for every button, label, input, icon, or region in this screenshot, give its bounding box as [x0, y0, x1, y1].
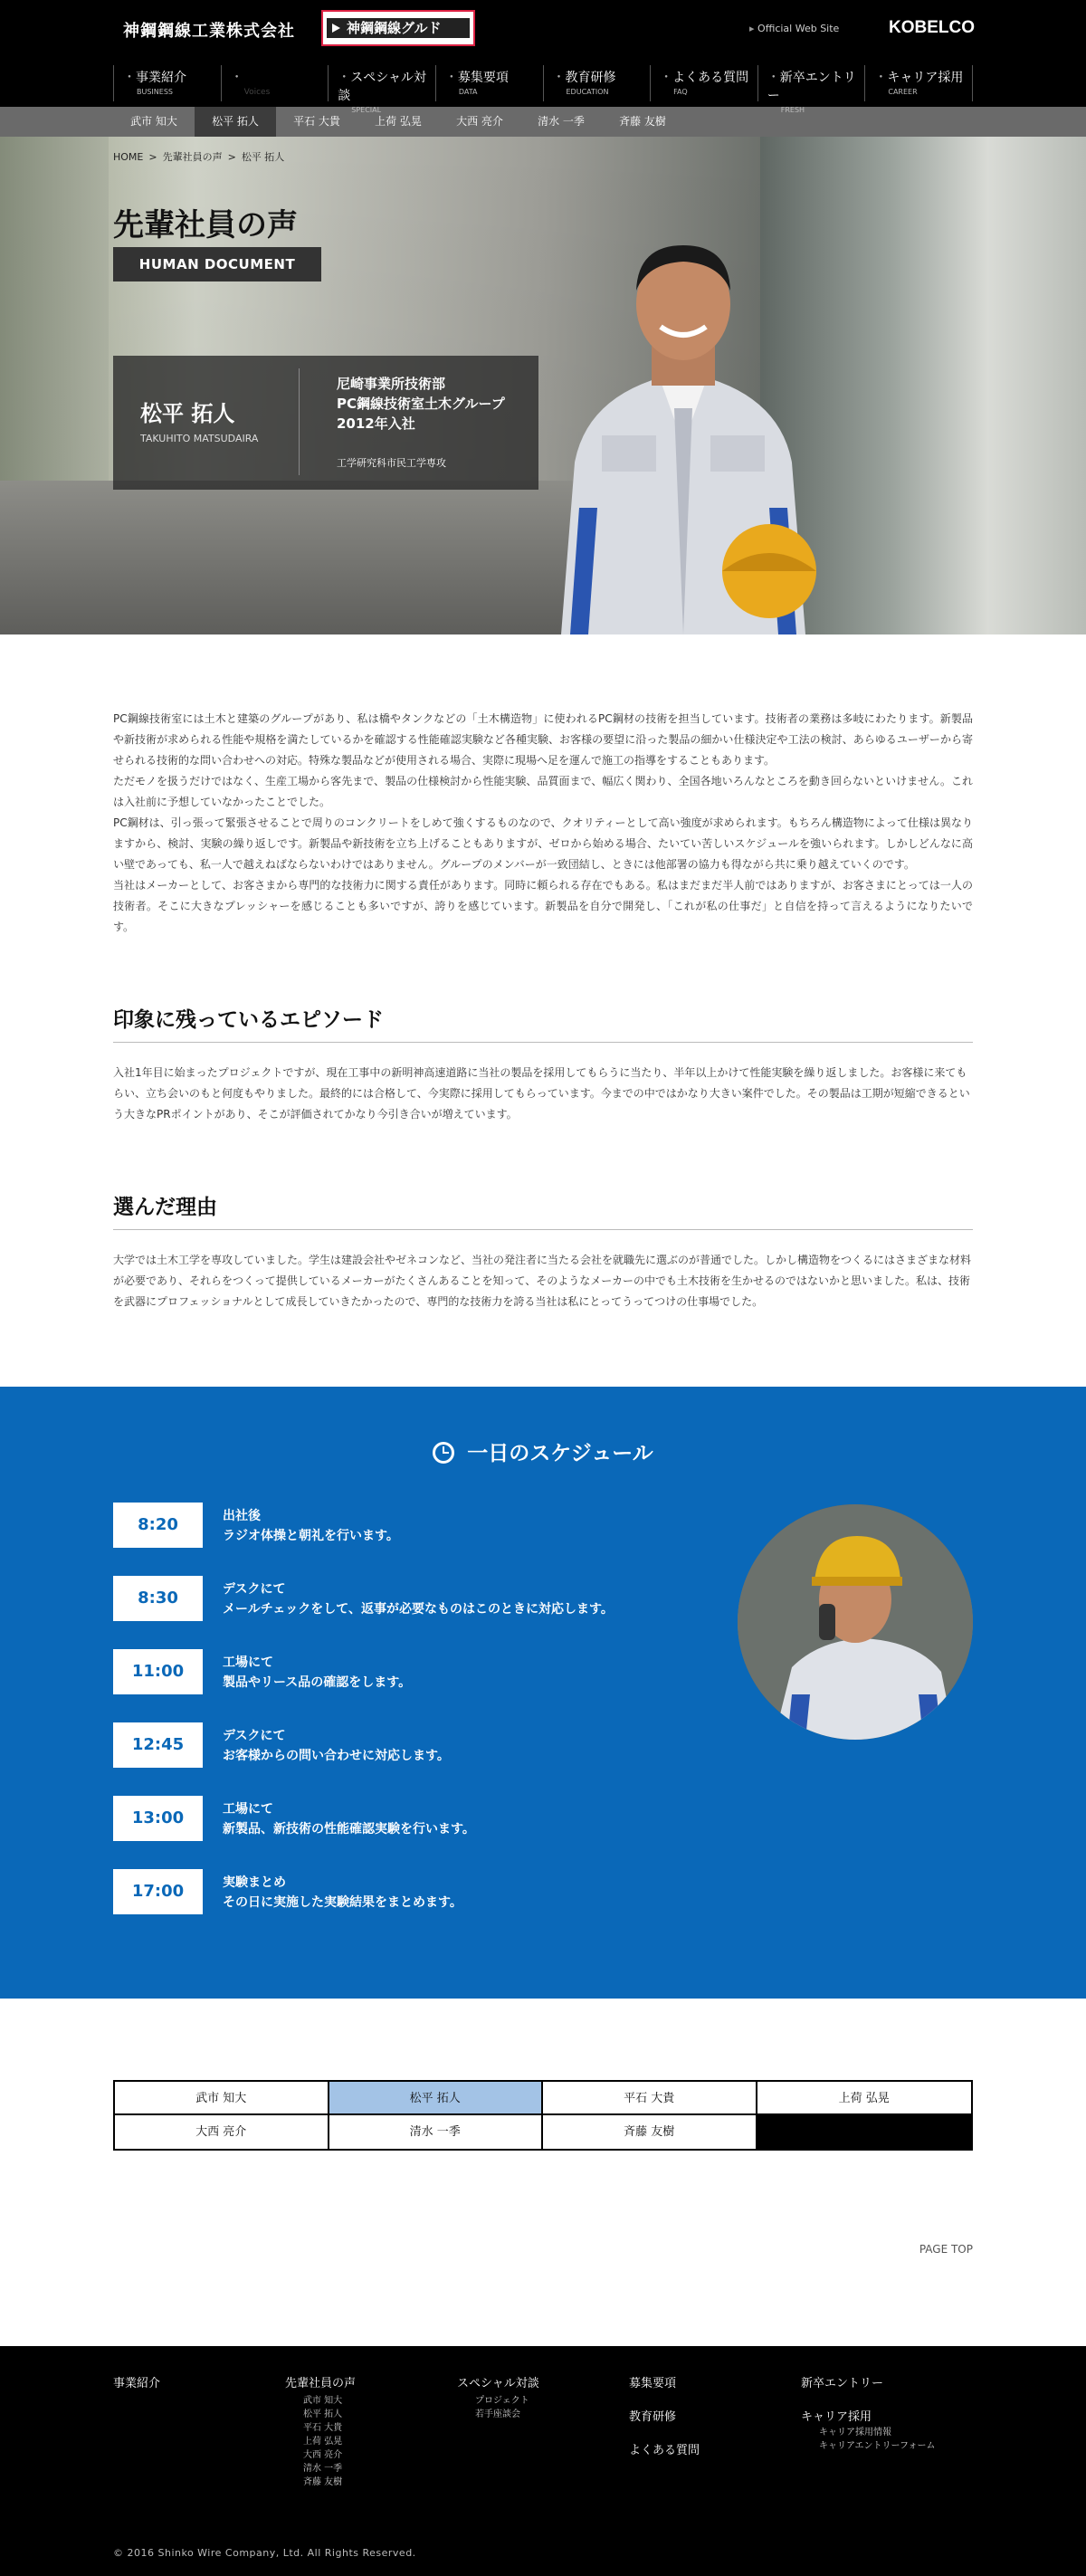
- schedule-desc: 工場にて 新製品、新技術の性能確認実験を行います。: [223, 1802, 475, 1837]
- schedule-item: [113, 1649, 674, 1722]
- kobelco-logo[interactable]: KOBELCO: [889, 18, 975, 37]
- employee-department: [337, 374, 505, 434]
- employee-name: 松平 拓人: [140, 401, 235, 426]
- footer-link-faq[interactable]: よくある質問: [629, 2444, 700, 2457]
- reason-heading: 選んだ理由: [113, 1190, 973, 1230]
- schedule-item: [113, 1503, 674, 1576]
- clock-icon: [433, 1442, 454, 1464]
- footer-sublink[interactable]: 若手座談会: [475, 2409, 520, 2419]
- footer-col-business: [113, 2373, 285, 2489]
- schedule-desc: デスクにて メールチェックをして、返事が必要なものはこのときに対応します。: [223, 1582, 614, 1617]
- gnav-business[interactable]: ・ 事業紹介 BUSINESS: [113, 65, 221, 101]
- schedule-time: 8:20: [113, 1503, 203, 1548]
- employee-name-roman: TAKUHITO MATSUDAIRA: [140, 433, 259, 444]
- subnav-item[interactable]: 平石 大貴: [293, 115, 340, 128]
- staff-grid-empty-cell: [757, 2115, 972, 2149]
- schedule-desc: 工場にて 製品やリース品の確認をします。: [223, 1655, 412, 1690]
- copyright: © 2016 Shinko Wire Company, Ltd. All Rights Reserved.: [113, 2547, 416, 2559]
- intro-paragraph: ただモノを扱うだけではなく、生産工場から客先まで、製品の仕様検討から性能実験、品質面まで、幅広く関わり、全国各地いろんなところを動き回らないといけません。これは入社前に予想していなかったことでした。: [113, 775, 973, 808]
- footer-sublink[interactable]: 武市 知大: [303, 2396, 343, 2406]
- employee-helmet-photo: [738, 1504, 973, 1740]
- footer-link-business[interactable]: 事業紹介: [113, 2377, 161, 2390]
- footer-col-special: [457, 2373, 629, 2489]
- footer-link-voices[interactable]: 先輩社員の声: [285, 2377, 357, 2390]
- join-year: 2012年入社: [337, 415, 415, 432]
- group-badge-label: 神鋼鋼線グルド: [327, 18, 470, 38]
- reason-text: 大学では土木工学を専攻していました。学生は建設会社やゼネコンなど、当社の発注者に当たる会社を就職先に選ぶのが普通でした。しかし構造物をつくるにはさまざまな材料が必要であり、それらをつくって提供しているメーカーがたくさんあることを知って、そのようなメーカーの中でも土木技術を生かせるのではないかと思いました。私は、技術を武器にプロフェッショナルとして成長していきたかったので、専門的な技術力を誇る当社は私にとってうってつけの仕事場でした。: [113, 1254, 972, 1308]
- gnav-career[interactable]: ・ キャリア採用 CAREER: [864, 65, 973, 101]
- schedule-time: 8:30: [113, 1576, 203, 1621]
- footer-sublink[interactable]: 斉藤 友樹: [303, 2477, 343, 2487]
- schedule-time: 11:00: [113, 1649, 203, 1694]
- employee-photo: [525, 236, 842, 634]
- staff-grid: [113, 2080, 973, 2151]
- footer-sublink[interactable]: プロジェクト: [475, 2396, 529, 2406]
- staff-link[interactable]: 斉藤 友樹: [543, 2115, 757, 2149]
- page-title: 先輩社員の声: [113, 207, 298, 243]
- episode-heading: 印象に残っているエピソード: [113, 1003, 973, 1043]
- footer-sublink[interactable]: 大西 亮介: [303, 2450, 343, 2460]
- schedule-time: 17:00: [113, 1869, 203, 1914]
- page-top-link[interactable]: PAGE TOP: [919, 2243, 973, 2256]
- staff-subnav: [0, 107, 1086, 137]
- schedule-list: [113, 1503, 674, 1942]
- intro-paragraph: 当社はメーカーとして、お客さまから専門的な技術力に関する責任があります。同時に頼られる存在でもある。私はまだまだ半人前ではありますが、お客さまにとっては一人の技術者。そこに大きなプレッシャーを感じることも多いですが、誇りを感じています。新製品を自分で開発し、「これが私の仕事だ」と自信を持って言えるようになりたいです。: [113, 879, 973, 933]
- schedule-item: [113, 1722, 674, 1796]
- staff-link[interactable]: 平石 大貴: [543, 2082, 757, 2115]
- schedule-heading: [0, 1436, 1086, 1466]
- schedule-time: 13:00: [113, 1796, 203, 1841]
- intro-paragraph: PC鋼線技術室には土木と建築のグループがあり、私は橋やタンクなどの「土木構造物」に使われるPC鋼材の技術を担当しています。技術者の業務は多岐にわたります。新製品や新技術が求められる性能や規格を満たしているかを確認する性能確認実験など各種実験、お客様の要望に沿った製品の細かい仕様決定や工法の検討、あらゆるユーザーから寄せられる技術的な問い合わせへの対応。特殊な製品などが使用される場合、実際に現場へ足を運んで施工の指導をすることもあります。: [113, 712, 973, 767]
- episode-section: [113, 1003, 973, 1125]
- subnav-item[interactable]: 清水 一季: [538, 115, 585, 128]
- employee-school: 工学研究科市民工学専攻: [337, 457, 446, 469]
- footer-sublink[interactable]: 上荷 弘晃: [303, 2437, 343, 2447]
- intro-section: [113, 634, 973, 938]
- department-line-2: PC鋼線技術室土木グループ: [337, 396, 505, 412]
- staff-link[interactable]: 武市 知大: [115, 2082, 329, 2115]
- footer-sublink[interactable]: キャリアエントリーフォーム: [819, 2441, 936, 2451]
- schedule-desc: デスクにて お客様からの問い合わせに対応します。: [223, 1729, 450, 1763]
- profile-divider: [299, 368, 300, 475]
- footer-col-voices: [285, 2373, 457, 2489]
- subnav-item[interactable]: 武市 知大: [130, 115, 177, 128]
- schedule-item: [113, 1576, 674, 1649]
- footer-link-fresh[interactable]: 新卒エントリー: [801, 2377, 884, 2390]
- footer-sublink[interactable]: キャリア採用情報: [819, 2428, 891, 2438]
- episode-text: 入社1年目に始まったプロジェクトですが、現在工事中の新明神高速道路に当社の製品を採用してもらうに当たり、半年以上かけて性能実験を繰り返しました。お客様に来てもらい、立ち会いのもと何度もやりました。最終的には合格して、今実際に採用してもらっています。今までの中ではかなり大きい案件でした。その製品は工期が短縮できるという大きなPRポイントがあり、そこが評価されてかなり今引き合いが増えています。: [113, 1066, 970, 1121]
- schedule-section: [0, 1387, 1086, 1999]
- intro-paragraph: PC鋼材は、引っ張って緊張させることで周りのコンクリートをしめて強くするものなので、クオリティーとして高い強度が求められます。もちろん構造物によって仕様は異なりますから、検討、実験の繰り返しです。新製品や新技術を立ち上げることもありますが、ゼロから始める場合、たいてい苦しいスケジュールを強いられます。しかしどんなに高い壁であっても、私一人で越えねばならないわけではありません。グループのメンバーが一致団結し、ときには他部署の協力も得ながら共に乗り越えていくのです。: [113, 816, 973, 871]
- hero-background-building: [0, 137, 109, 481]
- footer-sublink[interactable]: 清水 一季: [303, 2464, 343, 2474]
- gnav-faq[interactable]: ・ よくある質問 FAQ: [650, 65, 757, 101]
- footer-sublink[interactable]: 平石 大貴: [303, 2423, 343, 2433]
- gnav-education[interactable]: ・ 教育研修 EDUCATION: [543, 65, 651, 101]
- breadcrumb-home[interactable]: HOME: [113, 151, 144, 163]
- profile-card: [113, 356, 538, 490]
- group-badge-link[interactable]: [321, 10, 475, 46]
- gnav-fresh[interactable]: ・ 新卒エントリー FRESH: [757, 65, 865, 101]
- subnav-item[interactable]: 上荷 弘晃: [375, 115, 422, 128]
- staff-link[interactable]: 清水 一季: [329, 2115, 544, 2149]
- staff-link[interactable]: 上荷 弘晃: [757, 2082, 972, 2115]
- page-subtitle-label: HUMAN DOCUMENT: [113, 247, 321, 281]
- department-line-1: 尼崎事業所技術部: [337, 376, 446, 392]
- subnav-item[interactable]: 大西 亮介: [456, 115, 503, 128]
- staff-link-active[interactable]: 松平 拓人: [329, 2082, 544, 2115]
- site-footer: [0, 2346, 1086, 2576]
- footer-link-education[interactable]: 教育研修: [629, 2410, 677, 2424]
- schedule-item: [113, 1869, 674, 1942]
- gnav-voices[interactable]: ・ Voices: [221, 65, 329, 101]
- footer-sublink[interactable]: 松平 拓人: [303, 2409, 343, 2419]
- footer-col-info: [629, 2373, 801, 2489]
- breadcrumb: HOME > 先輩社員の声 > 松平 拓人: [113, 151, 285, 163]
- gnav-special[interactable]: ・ スペシャル対談 SPECIAL: [328, 65, 435, 101]
- reason-section: [113, 1190, 973, 1312]
- subnav-item[interactable]: 斉藤 友樹: [619, 115, 666, 128]
- footer-link-data[interactable]: 募集要項: [629, 2377, 677, 2390]
- breadcrumb-parent[interactable]: 先輩社員の声: [162, 151, 223, 163]
- schedule-item: [113, 1796, 674, 1869]
- subnav-item-active[interactable]: 松平 拓人: [195, 107, 276, 137]
- global-nav: [113, 65, 973, 114]
- schedule-title-text: 一日のスケジュール: [467, 1442, 653, 1465]
- footer-link-special[interactable]: スペシャル対談: [457, 2377, 539, 2390]
- hero-section: [0, 137, 1086, 634]
- schedule-desc: 実験まとめ その日に実施した実験結果をまとめます。: [223, 1875, 462, 1910]
- footer-col-entry: [801, 2373, 973, 2489]
- company-logo[interactable]: 神鋼鋼線工業株式会社: [123, 22, 295, 41]
- gnav-data[interactable]: ・ 募集要項 DATA: [435, 65, 543, 101]
- schedule-time: 12:45: [113, 1722, 203, 1768]
- official-site-link[interactable]: ▸ Official Web Site: [749, 23, 839, 34]
- breadcrumb-current: 松平 拓人: [241, 151, 285, 163]
- site-header: [0, 0, 1086, 114]
- schedule-photo: [738, 1504, 973, 1740]
- schedule-desc: 出社後 ラジオ体操と朝礼を行います。: [223, 1509, 399, 1543]
- footer-link-career[interactable]: キャリア採用: [801, 2410, 872, 2424]
- staff-link[interactable]: 大西 亮介: [115, 2115, 329, 2149]
